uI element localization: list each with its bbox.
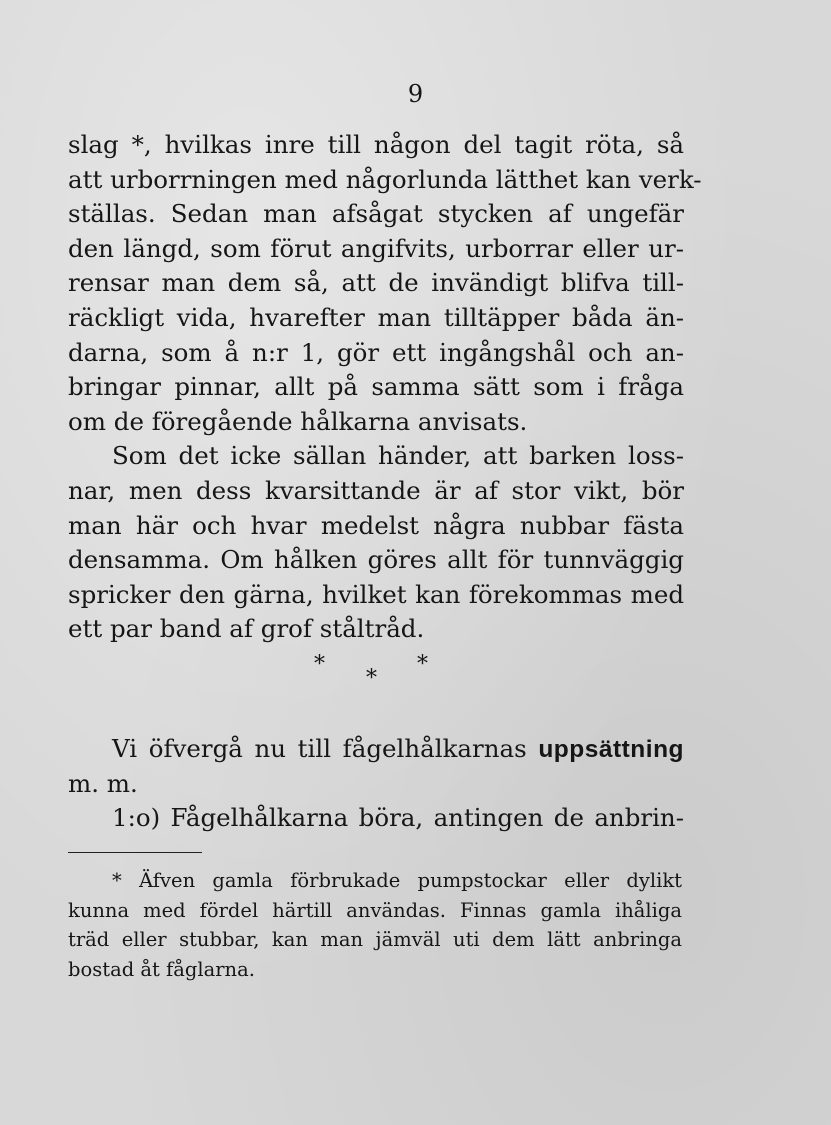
text-line: att urborrningen med någorlunda lätthet kan verk-: [68, 164, 702, 194]
text-line: bringar pinnar, allt på samma sätt som i fråga: [68, 372, 684, 402]
item-one-line: 1:o) Fågelhålkarna böra, antingen de anbrin-: [112, 803, 684, 833]
separator-asterisk: *: [366, 666, 377, 691]
section-heading-end: m. m.: [68, 768, 138, 798]
section-heading-line: [68, 732, 684, 767]
text-line: darna, som å n:r 1, gör ett ingångshål och an-: [68, 337, 684, 367]
footnote-line: kunna med fördel härtill användas. Finnas gamla ihåliga: [68, 898, 682, 922]
text-line: ställas. Sedan man afsågat stycken af ungefär: [68, 199, 684, 229]
text-line: den längd, som förut angifvits, urborrar eller ur-: [68, 233, 684, 263]
text-line: räckligt vida, hvarefter man tilltäpper båda än-: [68, 302, 684, 332]
text-line: om de föregående hålkarna anvisats.: [68, 406, 528, 436]
footnote-divider: [68, 852, 202, 853]
separator-asterisk: *: [417, 652, 428, 677]
section-separator: [300, 652, 450, 696]
footnote-line: bostad åt fåglarna.: [68, 957, 255, 981]
section-text: [68, 732, 684, 836]
text-line: densamma. Om hålken göres allt för tunnväggig: [68, 545, 684, 575]
footnote-line: träd eller stubbar, kan man jämväl uti dem lätt anbringa: [68, 928, 682, 951]
text-line: nar, men dess kvarsittande är af stor vikt, bör: [68, 475, 684, 505]
separator-asterisk: *: [314, 652, 325, 677]
page-number: 9: [407, 80, 424, 108]
footnote-line: * Äfven gamla förbrukade pumpstockar eller dylikt: [112, 869, 682, 892]
footnote: [68, 866, 682, 984]
text-line: Som det icke sällan händer, att barken loss-: [112, 441, 684, 471]
main-text: [68, 128, 702, 647]
text-line: spricker den gärna, hvilket kan förekommas med: [68, 579, 684, 609]
text-line: ett par band af grof ståltråd.: [68, 614, 425, 644]
text-line: man här och hvar medelst några nubbar fästa: [68, 510, 684, 540]
section-keyword: uppsättning: [538, 736, 684, 763]
section-intro: Vi öfvergå nu till fågelhålkarnas: [112, 734, 527, 763]
text-line: slag *, hvilkas inre till någon del tagit röta, så: [68, 130, 684, 159]
text-line: rensar man dem så, att de invändigt blifva till-: [68, 268, 684, 298]
